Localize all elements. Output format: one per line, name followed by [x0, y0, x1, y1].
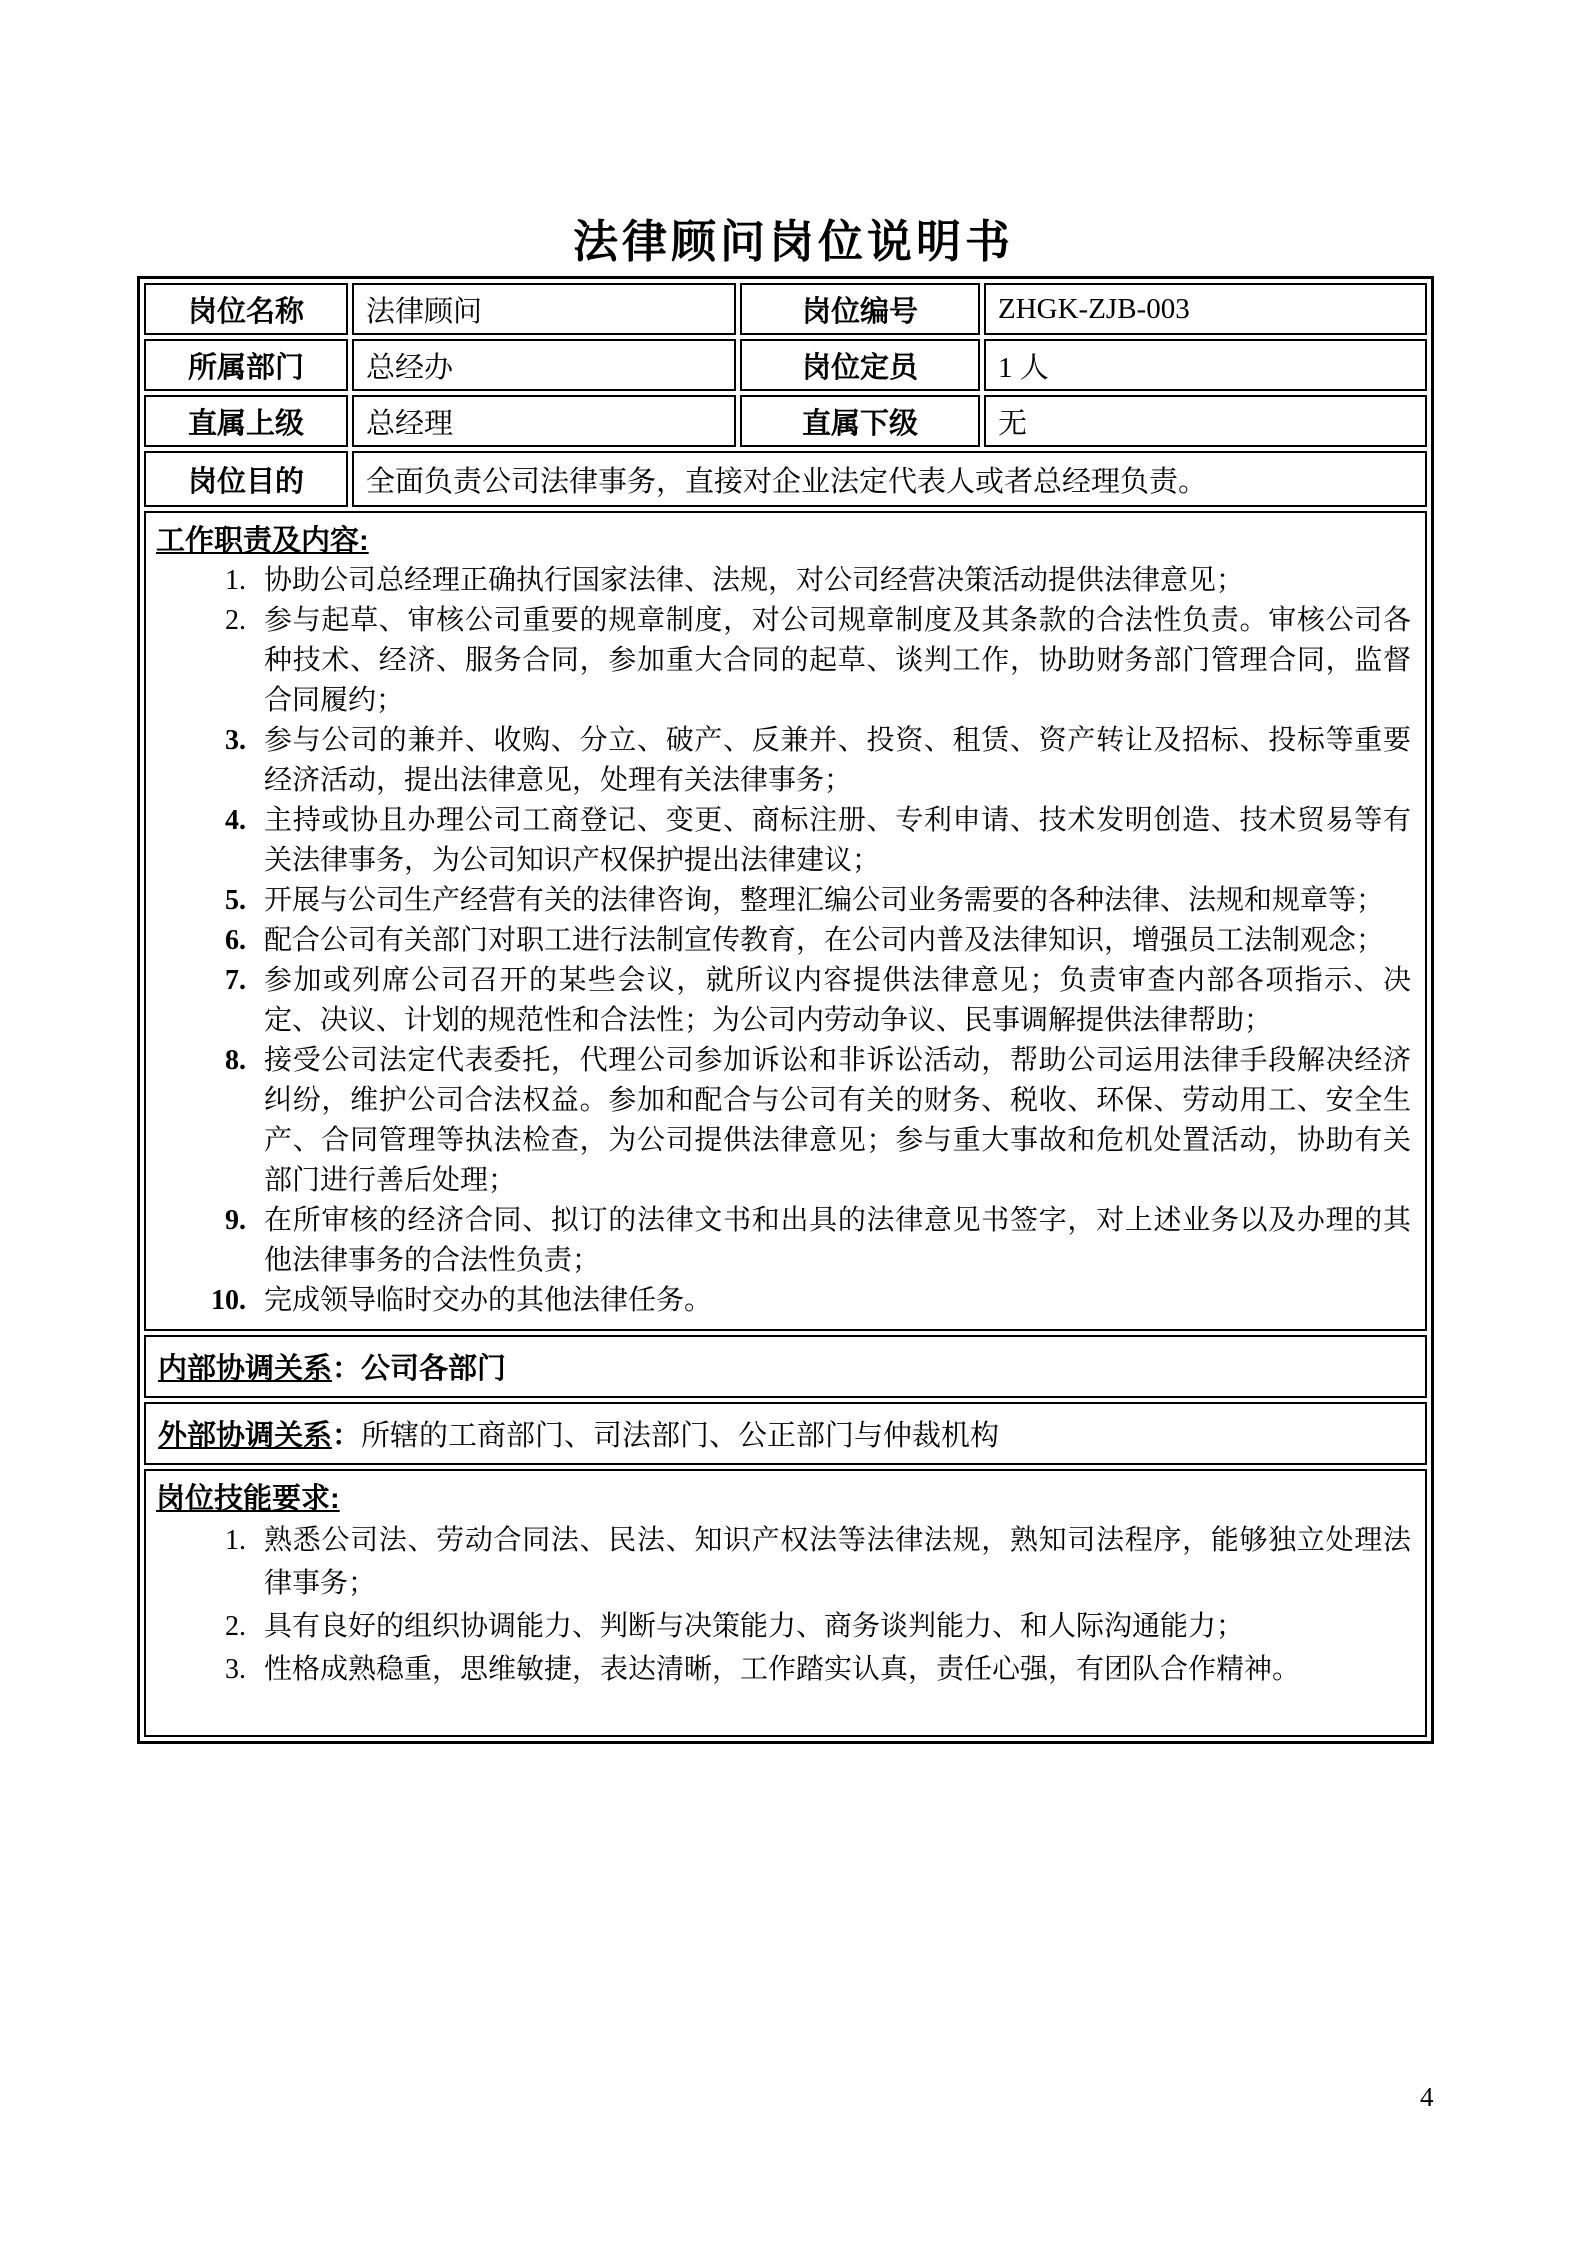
field-label-headcount: 岗位定员	[740, 339, 980, 391]
skills-heading	[146, 1479, 1415, 1519]
duty-item-text: 协助公司总经理正确执行国家法律、法规，对公司经营决策活动提供法律意见；	[264, 565, 1245, 596]
internal-relations-colon: ：	[332, 1353, 362, 1385]
field-label-superior: 直属上级	[144, 395, 348, 447]
duties-heading	[146, 521, 1415, 561]
skill-item-text: 性格成熟稳重，思维敏捷，表达清晰，工作踏实认真，责任心强，有团队合作精神。	[264, 1654, 1301, 1685]
duty-item	[146, 801, 1415, 881]
duty-item-text: 接受公司法定代表委托，代理公司参加诉讼和非诉讼活动，帮助公司运用法律手段解决经济纠纷，维护公司合法权益。参加和配合与公司有关的财务、税收、环保、劳动用工、安全生产、合同管理等执法检查，为公司提供法律意见；参与重大事故和危机处置活动，协助有关部门进行善后处理；	[264, 1045, 1411, 1196]
internal-relations-label: 内部协调关系	[158, 1353, 333, 1385]
field-value-superior: 总经理	[352, 395, 736, 447]
skill-item-number: 1.	[225, 1525, 246, 1556]
table-row-internal-relations	[144, 1335, 1427, 1398]
duty-item-number: 9.	[225, 1205, 246, 1236]
duty-item-text: 完成领导临时交办的其他法律任务。	[264, 1285, 713, 1316]
field-label-department: 所属部门	[144, 339, 348, 391]
job-description-table	[137, 276, 1434, 1744]
table-row-department-headcount	[144, 339, 1427, 391]
field-label-purpose: 岗位目的	[144, 451, 348, 507]
internal-relations-cell	[144, 1335, 1427, 1398]
skill-item-text: 熟悉公司法、劳动合同法、民法、知识产权法等法律法规，熟知司法程序，能够独立处理法律事务；	[264, 1525, 1411, 1599]
document-title: 法律顾问岗位说明书	[572, 217, 1014, 267]
duty-item-text: 参与公司的兼并、收购、分立、破产、反兼并、投资、租赁、资产转让及招标、投标等重要经济活动，提出法律意见，处理有关法律事务；	[264, 725, 1411, 796]
skills-list	[146, 1519, 1415, 1691]
table-row-duties	[144, 511, 1427, 1331]
duty-item-text: 主持或协且办理公司工商登记、变更、商标注册、专利申请、技术发明创造、技术贸易等有关法律事务，为公司知识产权保护提出法律建议；	[264, 805, 1411, 876]
duty-item-text: 参加或列席公司召开的某些会议，就所议内容提供法律意见；负责审查内部各项指示、决定、决议、计划的规范性和合法性；为公司内劳动争议、民事调解提供法律帮助；	[264, 965, 1411, 1036]
field-value-position-code: ZHGK-ZJB-003	[984, 283, 1427, 335]
duty-item	[146, 961, 1415, 1041]
skill-item	[146, 1648, 1415, 1691]
table-row-superior-subordinate	[144, 395, 1427, 447]
duty-item	[146, 1201, 1415, 1281]
duties-list	[146, 561, 1415, 1321]
duty-item-number: 4.	[225, 805, 246, 836]
table-row-skills	[144, 1469, 1427, 1737]
duties-heading-text: 工作职责及内容:	[156, 525, 369, 557]
skill-item-text: 具有良好的组织协调能力、判断与决策能力、商务谈判能力、和人际沟通能力；	[264, 1611, 1245, 1642]
duty-item-text: 开展与公司生产经营有关的法律咨询，整理汇编公司业务需要的各种法律、法规和规章等；	[264, 885, 1385, 916]
external-relations-colon: ：	[332, 1420, 362, 1452]
field-label-position-name: 岗位名称	[144, 283, 348, 335]
duty-item-number: 10.	[211, 1285, 246, 1316]
duty-item-number: 2.	[225, 605, 246, 636]
duty-item-number: 1.	[225, 565, 246, 596]
duty-item	[146, 561, 1415, 601]
duty-item-number: 7.	[225, 965, 246, 996]
duty-item-text: 参与起草、审核公司重要的规章制度，对公司规章制度及其条款的合法性负责。审核公司各种技术、经济、服务合同，参加重大合同的起草、谈判工作，协助财务部门管理合同，监督合同履约；	[264, 605, 1411, 716]
table-row-purpose	[144, 451, 1427, 507]
skill-item	[146, 1519, 1415, 1605]
duty-item-text: 在所审核的经济合同、拟订的法律文书和出具的法律意见书签字，对上述业务以及办理的其他法律事务的合法性负责；	[264, 1205, 1411, 1276]
field-value-position-name: 法律顾问	[352, 283, 736, 335]
table-row-external-relations	[144, 1402, 1427, 1465]
page-number: 4	[1420, 2082, 1434, 2112]
field-label-position-code: 岗位编号	[740, 283, 980, 335]
duty-item	[146, 881, 1415, 921]
field-value-headcount: 1 人	[984, 339, 1427, 391]
skill-item-number: 3.	[225, 1654, 246, 1685]
skill-item-number: 2.	[225, 1611, 246, 1642]
duty-item	[146, 601, 1415, 721]
table-row-name-code	[144, 283, 1427, 335]
external-relations-value: 所辖的工商部门、司法部门、公正部门与仲裁机构	[361, 1420, 1000, 1452]
field-value-subordinate: 无	[984, 395, 1427, 447]
field-value-purpose: 全面负责公司法律事务，直接对企业法定代表人或者总经理负责。	[352, 451, 1427, 507]
duty-item	[146, 921, 1415, 961]
external-relations-label: 外部协调关系	[158, 1420, 333, 1452]
duties-section	[144, 511, 1427, 1331]
duty-item	[146, 1281, 1415, 1321]
field-value-department: 总经办	[352, 339, 736, 391]
internal-relations-value: 公司各部门	[361, 1353, 507, 1385]
duty-item-number: 6.	[225, 925, 246, 956]
field-label-subordinate: 直属下级	[740, 395, 980, 447]
duty-item-number: 3.	[225, 725, 246, 756]
duty-item-number: 5.	[225, 885, 246, 916]
skills-section	[144, 1469, 1427, 1737]
duty-item-text: 配合公司有关部门对职工进行法制宣传教育，在公司内普及法律知识，增强员工法制观念；	[264, 925, 1385, 956]
skill-item	[146, 1605, 1415, 1648]
duty-item	[146, 721, 1415, 801]
external-relations-cell	[144, 1402, 1427, 1465]
duty-item	[146, 1041, 1415, 1201]
duty-item-number: 8.	[225, 1045, 246, 1076]
skills-heading-text: 岗位技能要求:	[156, 1483, 340, 1515]
